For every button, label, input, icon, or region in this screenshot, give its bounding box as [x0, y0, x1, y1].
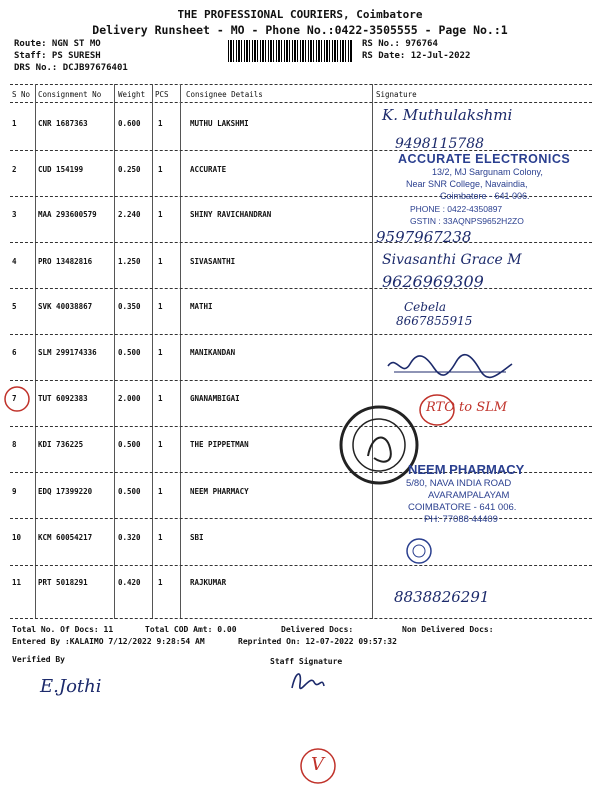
rto-note: RTO to SLM: [426, 400, 508, 415]
header-bottom-rule: [10, 102, 592, 103]
phone-row-5: 8667855915: [396, 314, 473, 328]
row-weight: 0.500: [118, 440, 141, 449]
total-docs: Total No. Of Docs: 11: [12, 625, 114, 634]
row-consignee: MUTHU LAKSHMI: [190, 119, 249, 128]
row-pcs: 1: [158, 348, 163, 357]
row-consignee: NEEM PHARMACY: [190, 487, 249, 496]
rs-number: RS No.: 976764: [362, 39, 438, 49]
col-divider: [114, 84, 115, 619]
row-sno: 7: [12, 394, 17, 403]
col-header-weight: Weight: [118, 90, 146, 99]
row-sno: 1: [12, 119, 17, 128]
row-separator: [10, 242, 592, 243]
barcode: [228, 40, 353, 62]
row-consignment: PRO 13482816: [38, 257, 93, 266]
neem-stamp-line: AVARAMPALAYAM: [428, 490, 510, 501]
row-pcs: 1: [158, 533, 163, 542]
accurate-stamp-line: PHONE : 0422-4350897: [410, 204, 503, 214]
company-title: THE PROFESSIONAL COURIERS, Coimbatore: [177, 8, 423, 21]
row-consignee: SIVASANTHI: [190, 257, 236, 266]
row-consignee: ACCURATE: [190, 165, 227, 174]
table-top-rule: [10, 84, 592, 85]
round-seal-icon: [404, 536, 434, 566]
neem-stamp-line: COIMBATORE - 641 006.: [408, 502, 517, 513]
col-divider: [180, 84, 181, 619]
row-sno: 3: [12, 210, 17, 219]
accurate-stamp-line: 13/2, MJ Sargunam Colony,: [432, 167, 543, 177]
row-weight: 0.600: [118, 119, 141, 128]
row-consignee: GNANAMBIGAI: [190, 394, 240, 403]
row-consignment: CNR 1687363: [38, 119, 88, 128]
row-consignment: SLM 299174336: [38, 348, 97, 357]
row-sno: 8: [12, 440, 17, 449]
phone-row-3: 9597967238: [376, 228, 472, 246]
row-sno: 9: [12, 487, 17, 496]
row-separator: [10, 565, 592, 566]
row-pcs: 1: [158, 578, 163, 587]
row-consignment: SVK 40038867: [38, 302, 93, 311]
row-separator: [10, 288, 592, 289]
accurate-stamp-line: Near SNR College, Navaindia,: [406, 179, 528, 189]
row-sno: 4: [12, 257, 17, 266]
verified-by-label: Verified By: [12, 655, 65, 664]
signature-row-5: Cebela: [404, 300, 447, 314]
row-weight: 0.420: [118, 578, 141, 587]
rs-date: RS Date: 12-Jul-2022: [362, 51, 471, 61]
row-consignee: SBI: [190, 533, 204, 542]
accurate-stamp-name: ACCURATE ELECTRONICS: [398, 152, 571, 166]
row-7-circle-mark: [2, 384, 32, 414]
row-weight: 0.320: [118, 533, 141, 542]
col-header-sno: S No: [12, 90, 31, 99]
check-mark-text: V: [311, 754, 324, 775]
row-consignee: THE PIPPETMAN: [190, 440, 249, 449]
col-divider: [152, 84, 153, 619]
staff-signature-label: Staff Signature: [270, 657, 343, 666]
row-separator: [10, 518, 592, 519]
row-weight: 0.350: [118, 302, 141, 311]
row-consignee: MANIKANDAN: [190, 348, 236, 357]
entered-by: Entered By :KALAIMO 7/12/2022 9:28:54 AM: [12, 637, 205, 646]
row-weight: 2.240: [118, 210, 141, 219]
row-separator: [10, 380, 592, 381]
row-consignee: MATHI: [190, 302, 213, 311]
row-separator: [10, 334, 592, 335]
row-pcs: 1: [158, 119, 163, 128]
verified-signature: E.Jothi: [40, 676, 102, 697]
reprinted-on: Reprinted On: 12-07-2022 09:57:32: [238, 637, 397, 646]
row-consignment: KCM 60054217: [38, 533, 93, 542]
phone-row-1: 9498115788: [395, 136, 485, 152]
phone-row-4: 9626969309: [382, 272, 484, 291]
row-consignment: CUD 154199: [38, 165, 84, 174]
total-cod: Total COD Amt: 0.00: [145, 625, 237, 634]
row-pcs: 1: [158, 394, 163, 403]
row-consignment: TUT 6092383: [38, 394, 88, 403]
row-pcs: 1: [158, 302, 163, 311]
row-sno: 11: [12, 578, 22, 587]
row-consignment: MAA 293600579: [38, 210, 97, 219]
delivered-docs: Delivered Docs:: [281, 625, 354, 634]
row-sno: 2: [12, 165, 17, 174]
signature-row-1: K. Muthulakshmi: [382, 106, 513, 124]
row-pcs: 1: [158, 257, 163, 266]
table-bottom-rule: [10, 618, 592, 619]
staff-signature: [288, 666, 328, 694]
col-header-pcs: PCS: [155, 90, 169, 99]
col-header-signature: Signature: [376, 90, 417, 99]
col-divider: [35, 84, 36, 619]
neem-stamp-name: NEEM PHARMACY: [408, 462, 525, 477]
row-weight: 0.500: [118, 487, 141, 496]
col-header-consignee: Consignee Details: [186, 90, 263, 99]
row-consignee: SHINY RAVICHANDRAN: [190, 210, 272, 219]
row-consignee: RAJKUMAR: [190, 578, 227, 587]
row-weight: 2.000: [118, 394, 141, 403]
phone-row-11: 8838826291: [394, 588, 490, 606]
accurate-stamp-line: GSTIN : 33AQNPS9652H2ZO: [410, 216, 524, 226]
neem-stamp-line: 5/80, NAVA INDIA ROAD: [406, 478, 512, 489]
accurate-stamp-line: Coimbatore - 641 006.: [440, 191, 530, 201]
row-consignment: EDQ 17399220: [38, 487, 93, 496]
row-consignment: KDI 736225: [38, 440, 84, 449]
route-label: Route: NGN ST MO: [14, 39, 101, 49]
signature-row-4: Sivasanthi Grace M: [382, 252, 522, 268]
row-sno: 10: [12, 533, 22, 542]
row-separator: [10, 150, 592, 151]
row-weight: 0.250: [118, 165, 141, 174]
row-pcs: 1: [158, 165, 163, 174]
row-sno: 6: [12, 348, 17, 357]
row-pcs: 1: [158, 210, 163, 219]
row-pcs: 1: [158, 440, 163, 449]
staff-label: Staff: PS SURESH: [14, 51, 101, 61]
row-sno: 5: [12, 302, 17, 311]
col-header-consignment: Consignment No: [38, 90, 102, 99]
row-consignment: PRT 5018291: [38, 578, 88, 587]
non-delivered-docs: Non Delivered Docs:: [402, 625, 494, 634]
row-separator: [10, 426, 592, 427]
neem-stamp-line: PH: 77088 44409: [424, 514, 498, 525]
drs-label: DRS No.: DCJB97676401: [14, 63, 128, 73]
col-divider: [372, 84, 373, 619]
signature-row-6: [386, 352, 516, 380]
row-pcs: 1: [158, 487, 163, 496]
runsheet-subtitle: Delivery Runsheet - MO - Phone No.:0422-3505555 - Page No.:1: [92, 23, 508, 37]
row-weight: 1.250: [118, 257, 141, 266]
row-weight: 0.500: [118, 348, 141, 357]
